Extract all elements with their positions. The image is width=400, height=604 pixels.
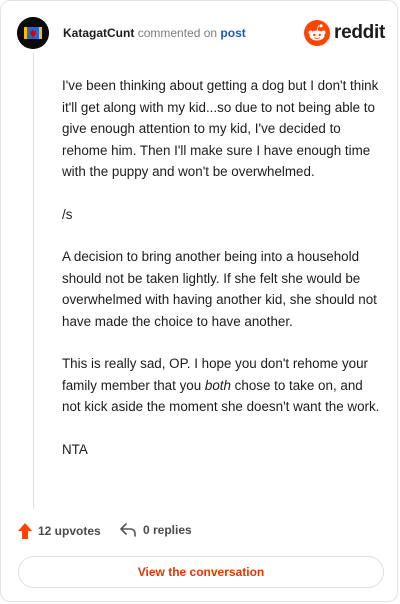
upvote-count: 12 upvotes xyxy=(38,524,101,538)
comment-paragraph xyxy=(62,353,382,418)
comment-paragraph: I've been thinking about getting a dog but I don't think it'll get along with my kid...so due to not being able to give enough attention to my kid, I've decided to rehome him. Then I'll make sure I have enough time with the puppy and won't be overwhelmed. xyxy=(62,78,379,179)
reddit-wordmark: reddit xyxy=(334,22,385,43)
upvote-button[interactable] xyxy=(18,523,101,539)
comment-paragraph: A decision to bring another being into a household should not be taken lightly. If she felt she would be overwhelmed with having another kid, she should not have made the choice to have another. xyxy=(62,249,377,329)
avatar[interactable] xyxy=(17,17,49,49)
comment-paragraph: /s xyxy=(62,206,73,222)
comment-header xyxy=(17,17,385,51)
comment-body xyxy=(62,75,382,481)
action-text: commented on xyxy=(137,26,218,40)
paragraph-text: This is really sad, OP. I hope you don't rehome your family member that you xyxy=(62,356,368,393)
thread-line xyxy=(33,53,34,509)
comment-footer xyxy=(18,521,378,543)
upvote-arrow-icon xyxy=(18,523,32,539)
canada-flag-avatar-icon xyxy=(17,17,49,49)
replies-count: 0 replies xyxy=(143,523,192,537)
comment-paragraph: NTA xyxy=(62,441,88,457)
post-link[interactable]: post xyxy=(220,26,246,40)
paragraph-text: chose to take on, and not kick aside the moment she doesn't want the work. xyxy=(62,377,380,414)
reddit-logo[interactable] xyxy=(304,20,385,46)
username[interactable]: KatagatCunt xyxy=(63,26,135,40)
replies-button[interactable] xyxy=(120,523,192,537)
reply-arrow-icon xyxy=(120,523,136,537)
emphasis-text: both xyxy=(204,377,231,393)
comment-meta xyxy=(63,26,246,40)
reddit-snoo-icon xyxy=(304,20,330,46)
view-conversation-button[interactable]: View the conversation xyxy=(18,556,384,588)
